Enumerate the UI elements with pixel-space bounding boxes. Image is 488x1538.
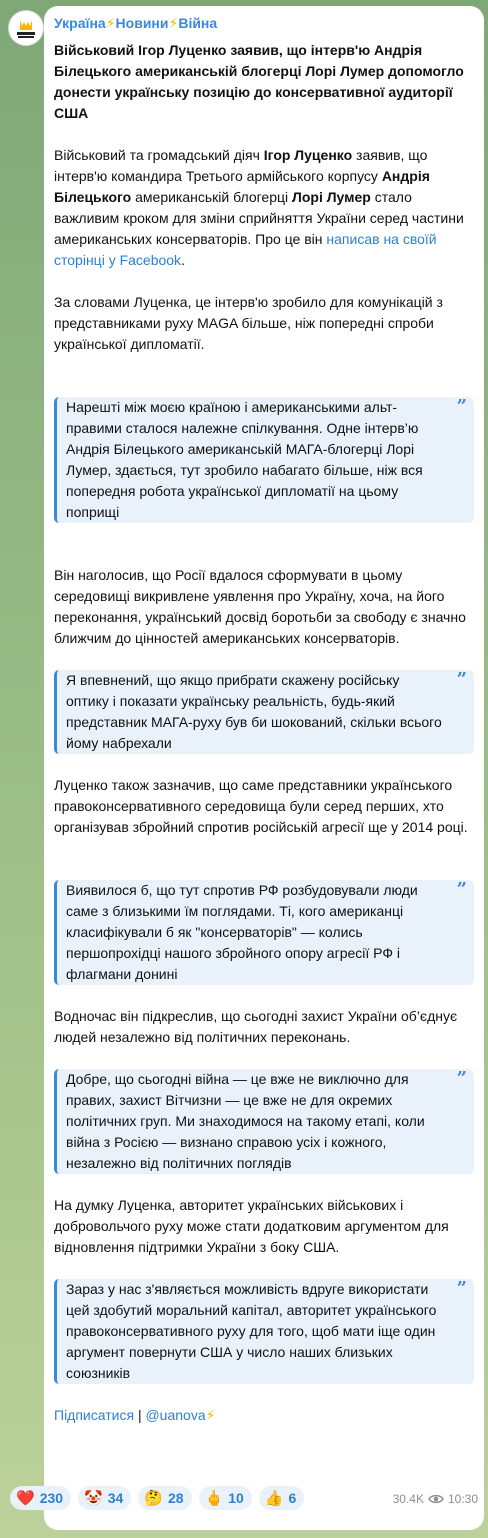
blockquote: Нарешті між моєю країною і американськими альт-правими сталося належне спілкування. Одне інтерв’ю Андрія Білецького американській МАГА-блогерці Лорі Лумер, здається, тут зробило набагато більше, ніж вся попередня робота української дипломатії на цьому поприщі ” xyxy=(54,397,474,523)
quote-icon: ” xyxy=(456,1278,467,1299)
lightning-icon: ⚡ xyxy=(205,1407,216,1423)
subscribe-line: Підписатися | @uanova⚡ xyxy=(54,1407,216,1423)
paragraph: Військовий та громадський діяч Ігор Луценко заявив, що інтерв'ю командира Третього армійського корпусу Андрія Білецького американській блогерці Лорі Лумер стало важливим кроком для зміни сприйняття України серед частини американських консерваторів. Про це він написав на своїй сторінці у Facebook. xyxy=(54,147,464,268)
eye-icon xyxy=(428,1493,444,1505)
paragraph: Він наголосив, що Росії вдалося сформувати в цьому середовищі викривлене уявлення про Україну, хоча, на його переконання, український досвід боротьби за свободу є значно ближчим до цінностей американських консерваторів. xyxy=(54,567,466,646)
message-bubble xyxy=(44,6,484,1530)
paragraph: За словами Луценка, це інтерв'ю зробило для комунікацій з представниками руху MAGA більше, ніж попередні спроби української дипломатії. xyxy=(54,294,443,352)
quote-icon: ” xyxy=(456,669,467,690)
middle-finger-icon: 🖕 xyxy=(204,1488,224,1507)
subscribe-link[interactable]: Підписатися xyxy=(54,1407,135,1423)
reaction-clown[interactable]: 🤡 34 xyxy=(78,1486,131,1510)
message-meta xyxy=(393,1492,478,1506)
clown-icon: 🤡 xyxy=(84,1488,103,1507)
message-time: 10:30 xyxy=(447,1492,478,1506)
channel-avatar[interactable] xyxy=(8,10,44,46)
paragraph: На думку Луценка, авторитет українських військових і добровольчого руху може стати додатковим аргументом для відновлення підтримки України з боку США. xyxy=(54,1197,449,1255)
paragraph: Водночас він підкреслив, що сьогодні захист України об’єднує людей незалежно від політичних переконань. xyxy=(54,1008,458,1045)
quote-icon: ” xyxy=(456,396,467,417)
quote-icon: ” xyxy=(456,879,467,900)
lightning-icon: ⚡ xyxy=(105,15,116,31)
facebook-link[interactable]: написав на своїй сторінці у Facebook xyxy=(54,231,437,268)
paragraph: Луценко також зазначив, що саме представники українського правоконсервативного середовища були серед перших, хто організував збройний спротив російській агресії ще у 2014 році. xyxy=(54,777,468,835)
lightning-icon: ⚡ xyxy=(168,15,179,31)
reaction-thumbs-up[interactable]: 👍 6 xyxy=(259,1486,304,1510)
reaction-thinking[interactable]: 🤔 28 xyxy=(138,1486,191,1510)
reaction-heart[interactable]: ❤️ 230 xyxy=(10,1486,71,1510)
channel-handle-link[interactable]: @uanova xyxy=(145,1407,206,1423)
channel-logo-icon xyxy=(9,11,43,45)
blockquote: Виявилося б, що тут спротив РФ розбудовували люди саме з близькими їм поглядами. Ті, кого американці класифікували б як "консерваторів" — колись першопрохідці нашого збройного опору агресії РФ і флагмани донині ” xyxy=(54,880,474,985)
channel-name[interactable]: Україна⚡Новини⚡Війна xyxy=(54,15,218,31)
post-headline: Військовий Ігор Луценко заявив, що інтерв'ю Андрія Білецького американській блогерці Лорі Лумер допомогло донести українську позицію до консервативної аудиторії США xyxy=(54,42,464,121)
view-count: 30.4K xyxy=(392,1492,424,1506)
blockquote: Я впевнений, що якщо прибрати скажену російську оптику і показати українську реальність, будь-який представник МАГА-руху був би шокований, скільки всього йому набрехали ” xyxy=(54,670,474,754)
thinking-icon: 🤔 xyxy=(144,1488,163,1507)
reaction-middle-finger[interactable]: 🖕 10 xyxy=(199,1486,252,1510)
blockquote: Добре, що сьогодні війна — це вже не виключно для правих, захист Вітчизни — це вже не для окремих політичних груп. Ми знаходимося на такому етапі, коли війна з Росією — визнано справою усіх і кожного, незалежно від політичних поглядів ” xyxy=(54,1069,474,1174)
thumbs-up-icon: 👍 xyxy=(264,1488,284,1507)
heart-icon: ❤️ xyxy=(16,1488,35,1507)
reactions-bar xyxy=(10,1486,304,1510)
quote-icon: ” xyxy=(456,1068,467,1089)
blockquote: Зараз у нас з'являється можливість вдруге використати цей здобутий моральний капітал, авторитет українського правоконсервативного руху для того, щоб мати іще один аргумент повернути США у число наших близьких союзників ” xyxy=(54,1279,474,1384)
